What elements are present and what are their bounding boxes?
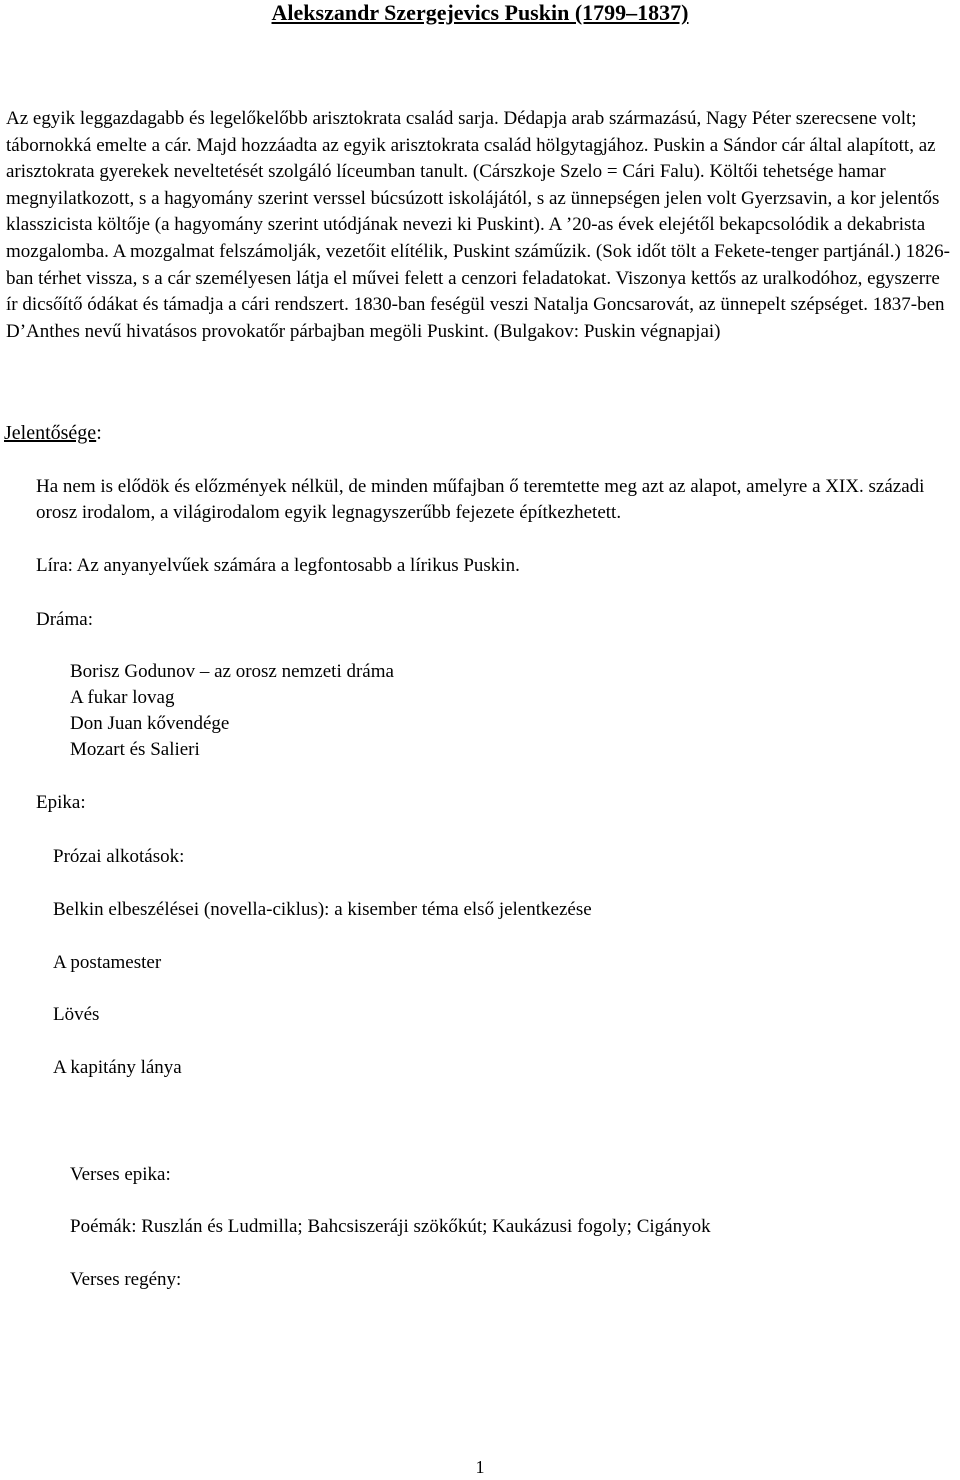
prose-work-item: Lövés [53,1004,100,1025]
drama-work-item: Don Juan kővendége [70,713,230,734]
drama-work-item: Borisz Godunov – az orosz nemzeti dráma [70,661,394,682]
significance-heading-text: Jelentősége [4,422,97,444]
drama-works-list [70,659,394,763]
prose-work-item: A kapitány lánya [53,1057,182,1078]
drama-label: Dráma: [36,609,93,630]
prose-label: Prózai alkotások: [53,846,185,867]
prose-work-item: A postamester [53,952,162,973]
biography-paragraph [6,106,956,345]
document-title: Alekszandr Szergejevics Puskin (1799–1837) [271,0,689,25]
verse-novel-label: Verses regény: [70,1269,182,1290]
bio-family: Az egyik leggazdagabb és legelőkelőbb arisztokrata család sarja. Dédapja arab származású, Nagy Péter szerecsene volt; tábornokká emelte a cár. Majd hozzáadta az egyik arisztokrata család hölgytagjához. Puskin a Sándor cár által alapított, az arisztokrata gyerekek neveltetését szolgáló líceumban tanult. (Cárszkoje Szelo = Cári Falu). [6,108,936,183]
epika-label: Epika: [36,792,86,813]
bio-later-life: A ’20-as évek elejétől bekapcsolódik a dekabrista mozgalomba. A mozgalmat felszámolják, vezetőit elítélik, Puskint száműzik. (Sok időt tölt a Fekete-tenger partjánál.) 1826-ban térhet vissza, s a cár személyesen látja el művei felett a cenzori feladatokat. Viszonya kettős az uralkodóhoz, egyszerre ír dicsőítő ódákat és támadja a cári rendszert. 1830-ban feségül veszi Natalja Goncsarovát, az ünnepelt szépséget. 1837-ben D’Anthes nevű hivatásos provokatőr párbajban megöli Puskint. (Bulgakov: Puskin végnapjai) [6,214,950,342]
significance-text: Ha nem is elődök és előzmények nélkül, de minden műfajban ő teremtette meg azt az alapot, amelyre a XIX. századi orosz irodalom, a világirodalom egyik legnagyszerűbb fejezete építkezhetett. [36,476,925,523]
drama-work-item: A fukar lovag [70,687,175,708]
significance-heading [4,420,102,446]
belkin-line: Belkin elbeszélései (novella-ciklus): a kisember téma első jelentkezése [53,899,592,920]
poems-line: Poémák: Ruszlán és Ludmilla; Bahcsiszeráji szökőkút; Kaukázusi fogoly; Cigányok [70,1216,711,1237]
lira-line: Líra: Az anyanyelvűek számára a legfontosabb a lírikus Puskin. [36,555,520,576]
bio-talent: Költői tehetsége hamar megnyilatkozott, s a hagyomány szerint verssel búcsúzott iskolájától, s az ünnepségen jelen volt Gyerzsavin, a kor jelentős klasszicista költője (a hagyomány szerint utódjának nevezi ki Puskint). [6,161,940,236]
drama-work-item: Mozart és Salieri [70,739,200,760]
page-number: 1 [475,1457,485,1477]
significance-colon: : [96,422,102,444]
verse-epic-label: Verses epika: [70,1164,171,1185]
